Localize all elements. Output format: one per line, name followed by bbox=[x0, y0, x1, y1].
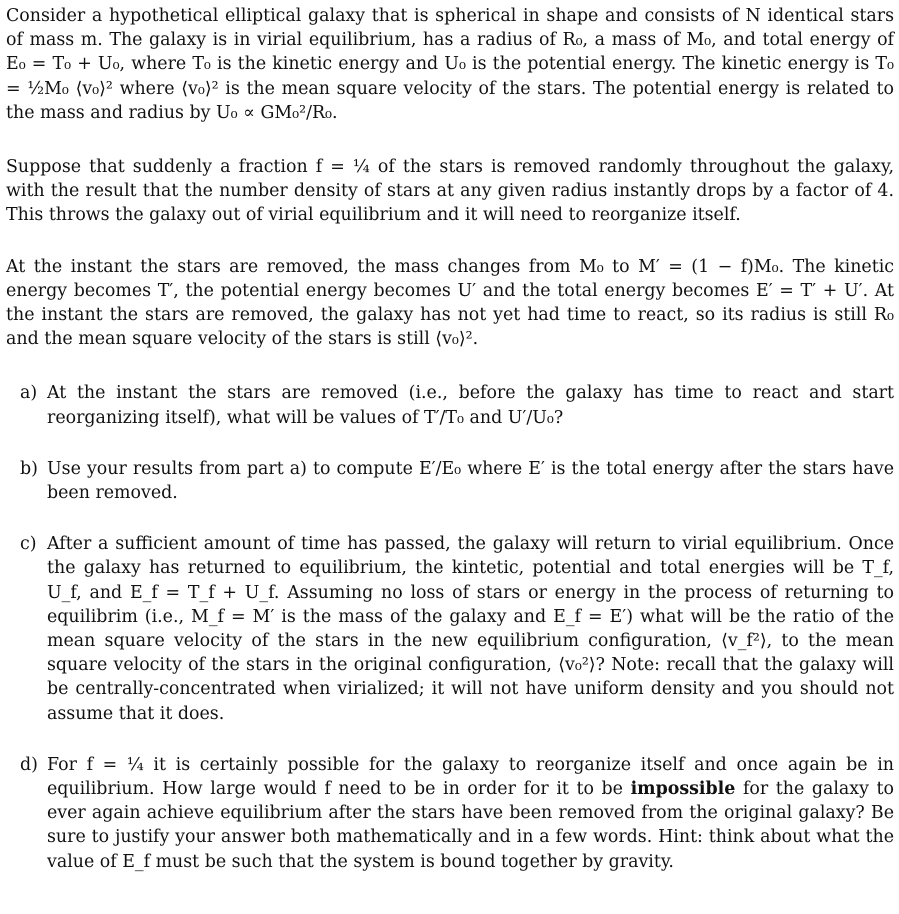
question-list bbox=[6, 381, 894, 873]
problem-document bbox=[6, 4, 894, 874]
context-paragraph: At the instant the stars are removed, the mass changes from M₀ to M′ = (1 − f)M₀. The kinetic energy becomes T′, the potential energy becomes U′ and the total energy becomes E′ = T′ + U′. At the instant the stars are removed, the galaxy has not yet had time to react, so its radius is still R₀ and the mean square velocity of the stars is still ⟨v₀⟩². bbox=[6, 256, 894, 350]
question-label: c) bbox=[20, 534, 37, 555]
question-text: At the instant the stars are removed (i.e., before the galaxy has time to react and start reorganizing itself), what will be values of T′/T₀ and U′/U₀? bbox=[47, 383, 894, 428]
question-text-part: For f = ¼ it is certainly possible for the galaxy to reorganize itself and once again be in equilibrium. How large would f need to be in order for it to be bbox=[47, 754, 894, 800]
question-text bbox=[47, 753, 894, 874]
question-label: d) bbox=[20, 754, 38, 775]
question-label: b) bbox=[20, 458, 38, 479]
question-text-part: for the galaxy to ever again achieve equilibrium after the stars have been removed from the original galaxy? Be sure to justify your answer both mathematically and in a few words. Hint: think about what the value of E_f must be such that the system is bound together by gravity. bbox=[47, 779, 894, 872]
scenario-paragraph: Suppose that suddenly a fraction f = ¼ of the stars is removed randomly throughout the galaxy, with the result that the number density of stars at any given radius instantly drops by a factor of 4. This throws the galaxy out of virial equilibrium and it will need to reorganize itself. bbox=[6, 157, 894, 226]
question-d bbox=[6, 753, 894, 874]
question-b bbox=[6, 457, 894, 505]
question-c bbox=[6, 532, 894, 726]
emphasis-text: impossible bbox=[630, 779, 736, 800]
question-text: After a sufficient amount of time has passed, the galaxy will return to virial equilibrium. Once the galaxy has returned to equilibrium, the kintetic, potential and total energies will be T_f, U_f, and E_f = T_f + U_f. Assuming no loss of stars or energy in the process of returning to equilibrim (i.e., M_f = M′ is the mass of the galaxy and E_f = E′) what will be the ratio of the mean square velocity of the stars in the new equilibrium configuration, ⟨v_f²⟩, to the mean square velocity of the stars in the original configuration, ⟨v₀²⟩? Note: recall that the galaxy will be centrally-concentrated when virialized; it will not have uniform density and you should not assume that it does. bbox=[47, 534, 894, 724]
intro-paragraph: Consider a hypothetical elliptical galaxy that is spherical in shape and consists of N identical stars of mass m. The galaxy is in virial equilibrium, has a radius of R₀, a mass of M₀, and total energy of E₀ = T₀ + U₀, where T₀ is the kinetic energy and U₀ is the potential energy. The kinetic energy is T₀ = ½M₀ ⟨v₀⟩² where ⟨v₀⟩² is the mean square velocity of the stars. The potential energy is related to the mass and radius by U₀ ∝ GM₀²/R₀. bbox=[6, 6, 894, 123]
question-text: Use your results from part a) to compute E′/E₀ where E′ is the total energy after the stars have been removed. bbox=[47, 458, 894, 504]
question-a bbox=[6, 381, 894, 429]
question-label: a) bbox=[20, 383, 38, 404]
